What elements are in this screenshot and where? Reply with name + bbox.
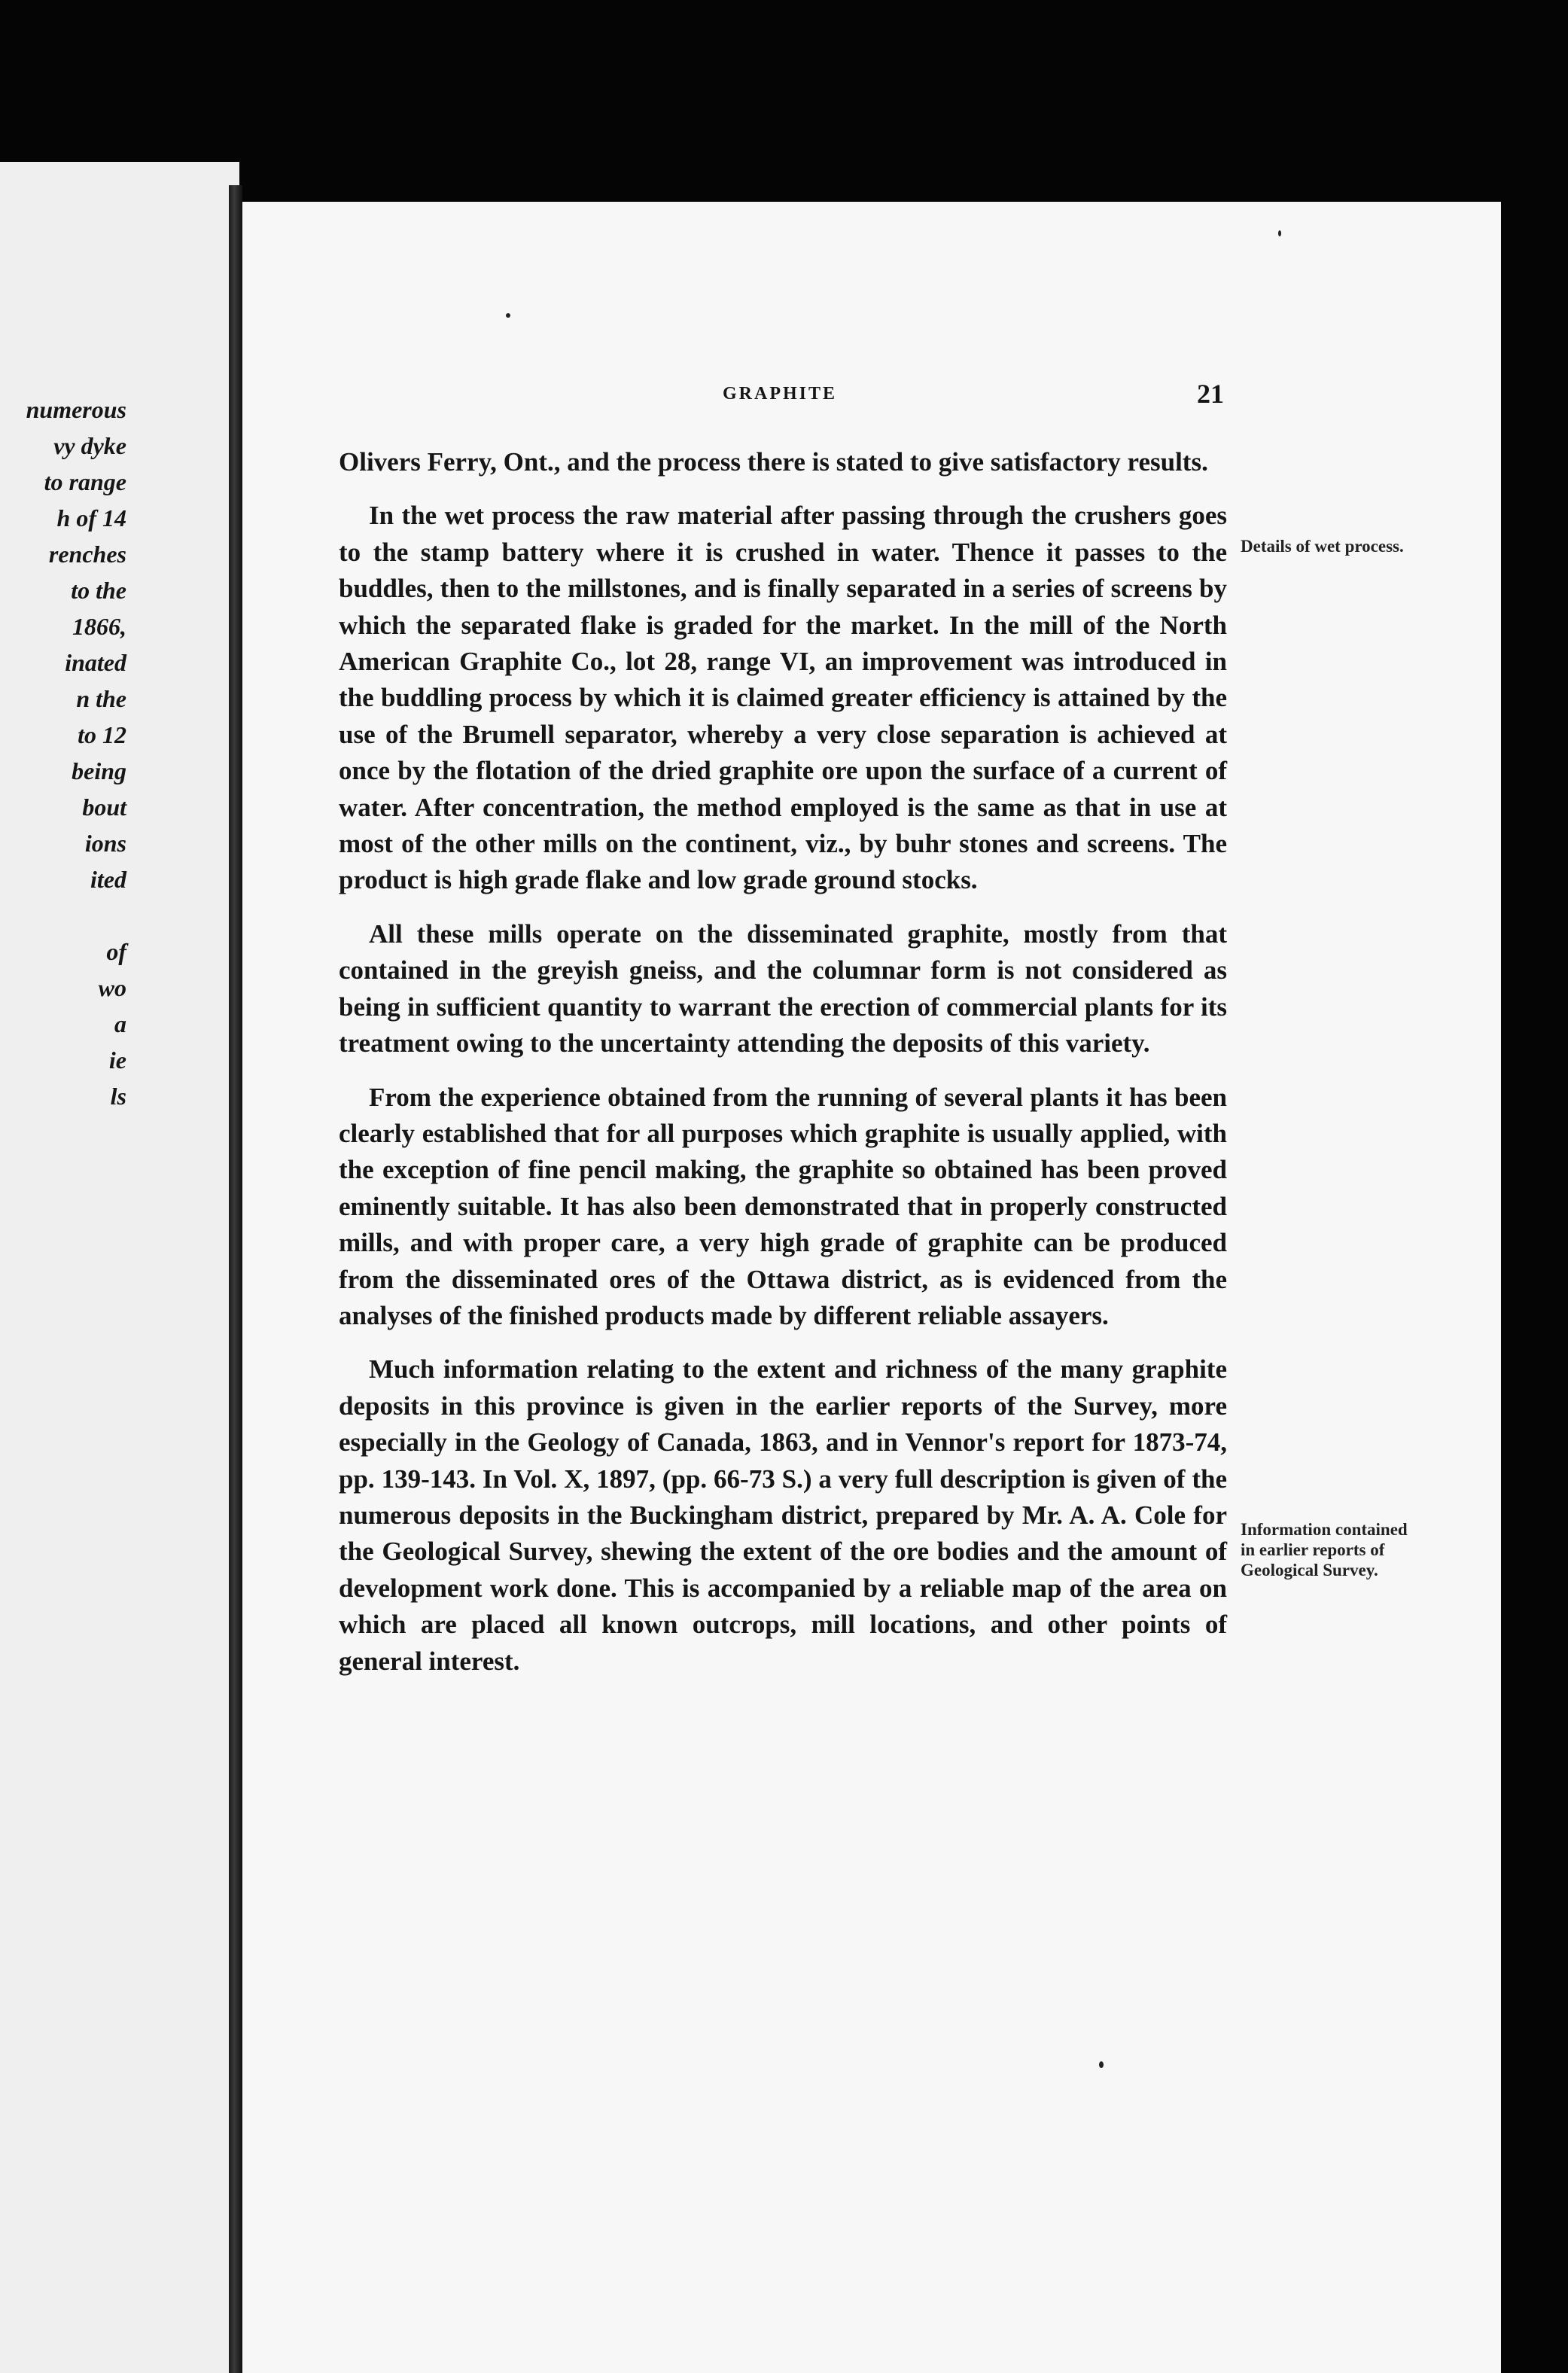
left-fragment: h of 14 (56, 504, 126, 532)
left-page-text-fragments (0, 391, 239, 1114)
left-fragment: renches (48, 541, 126, 568)
paragraph: All these mills operate on the disseminated graphite, mostly from that contained in the greyish gneiss, and the columnar form is not considered as being in sufficient quantity to warrant the erection of commercial plants for its treatment owing to the uncertainty attending the deposits of this variety. (339, 918, 1227, 1059)
left-fragment: to 12 (78, 721, 126, 748)
paragraph: From the experience obtained from the running of several plants it has been clearly established that for all purposes which graphite is usually applied, with the exception of fine pencil making, the graphite so obtained has been proved eminently suitable. It has also been demonstrated that in properly constructed mills, and with proper care, a very high grade of graphite can be produced from the disseminated ores of the Ottawa district, as is evidenced from the analyses of the finished products made by different reliable assayers. (339, 1082, 1227, 1330)
left-fragment: ions (84, 830, 126, 857)
left-fragment: of (106, 938, 126, 965)
paragraph: Olivers Ferry, Ont., and the process there is stated to give satisfactory results. (339, 447, 1208, 477)
paragraph: In the wet process the raw material after passing through the crushers goes to the stamp battery where it is crushed in water. Thence it passes to the buddles, then to the millstones, and is finally separated in a series of screens by which the separated flake is graded for the market. In the mill of the North American Graphite Co., lot 28, range VI, an improvement was introduced in the buddling process by which it is claimed greater efficiency is attained by the use of the Brumell separator, whereby a very close separation is achieved at once by the flotation of the dried graphite ore upon the surface of a current of water. After concentration, the method employed is the same as that in use at most of the other mills on the continent, viz., by buhr stones and screens. The product is high grade flake and low grade ground stocks. (339, 501, 1227, 895)
left-fragment: ls (110, 1083, 126, 1110)
left-fragment: wo (98, 974, 126, 1001)
left-fragment: inated (65, 649, 126, 676)
left-fragment: to range (44, 468, 126, 495)
left-fragment: 1866, (72, 613, 126, 640)
left-fragment: ited (90, 866, 126, 893)
margin-note-earlier-reports: Information contained in earlier reports of Geological Survey. (1241, 1520, 1408, 1579)
left-fragment: n the (76, 685, 126, 712)
left-fragment: ie (108, 1046, 126, 1074)
body-text (339, 444, 1227, 1697)
left-fragment: to the (71, 577, 126, 604)
left-fragment: a (114, 1010, 126, 1037)
left-fragment: bout (82, 794, 126, 821)
running-head: GRAPHITE (723, 384, 838, 404)
paper-speck (1278, 230, 1281, 236)
margin-note-wet-process: Details of wet process. (1241, 537, 1404, 556)
paper-speck (506, 313, 510, 318)
left-fragment: numerous (26, 396, 126, 423)
page-number: 21 (1197, 379, 1224, 409)
book-gutter (229, 185, 242, 2373)
paragraph: Much information relating to the extent and richness of the many graphite deposits in this province is given in the earlier reports of the Survey, more especially in the Geology of Canada, 1863, and in Vennor's report for 1873-74, pp. 139-143. In Vol. X, 1897, (pp. 66-73 S.) a very full description is given of the numerous deposits in the Buckingham district, prepared by Mr. A. A. Cole for the Geological Survey, shewing the extent of the ore bodies and the amount of development work done. This is accompanied by a reliable map of the area on which are placed all known outcrops, mill locations, and other points of general interest. (339, 1354, 1227, 1676)
left-fragment: vy dyke (53, 432, 126, 459)
left-fragment: being (72, 757, 126, 784)
paper-speck (1099, 2061, 1104, 2068)
